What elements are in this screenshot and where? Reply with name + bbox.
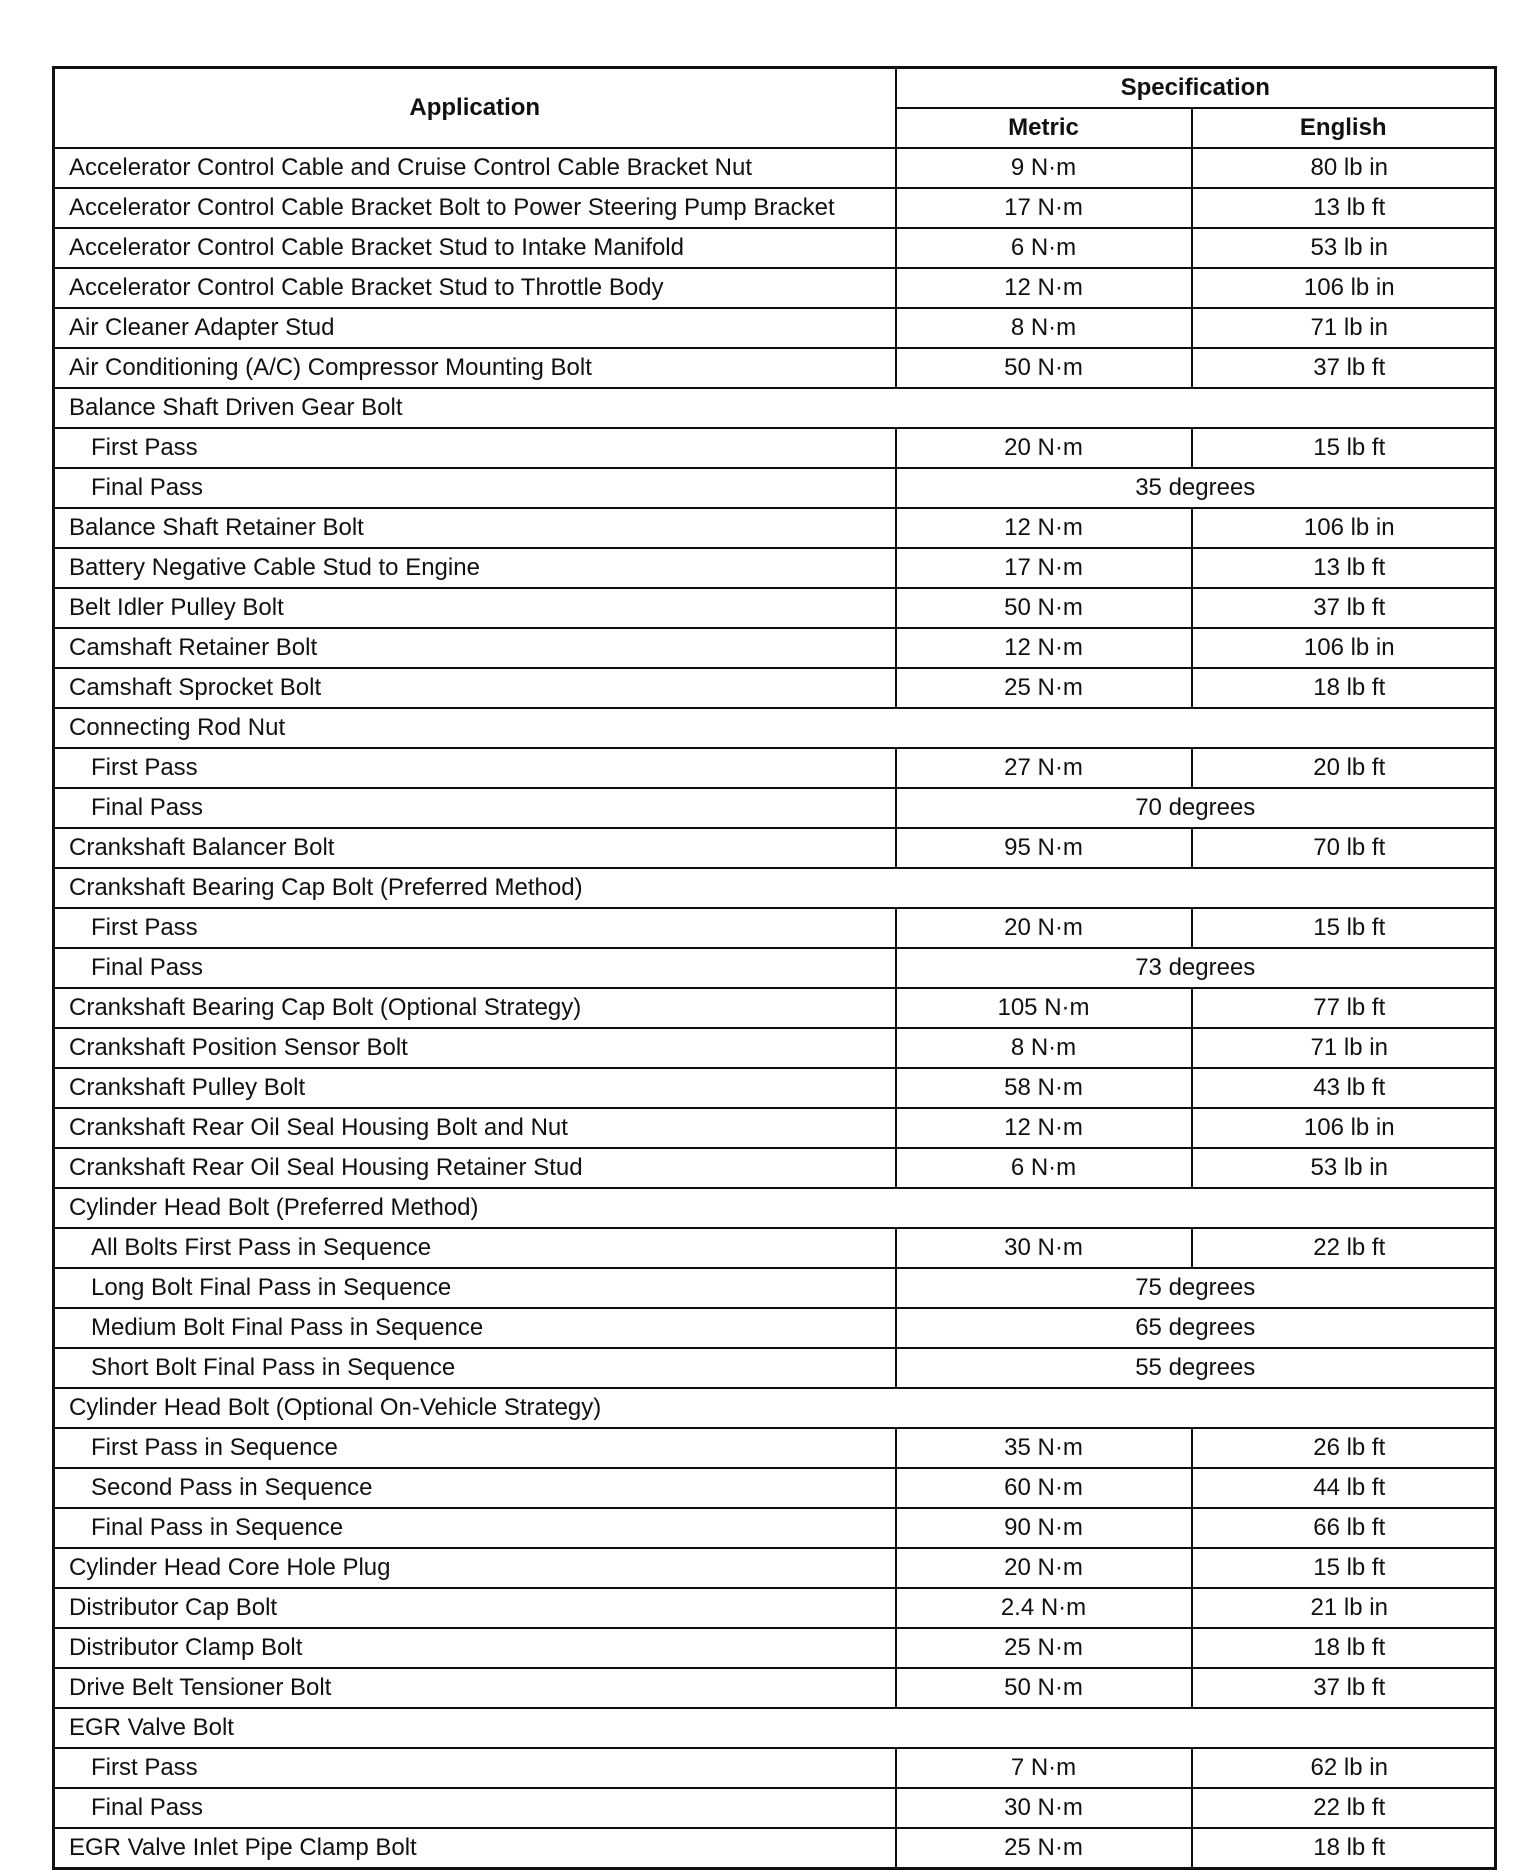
application-cell: Crankshaft Rear Oil Seal Housing Bolt and Nut: [54, 1108, 896, 1148]
metric-cell: 30 N·m: [896, 1228, 1192, 1268]
metric-cell: 58 N·m: [896, 1068, 1192, 1108]
application-cell: First Pass: [54, 748, 896, 788]
angle-spec-cell: 75 degrees: [896, 1268, 1496, 1308]
english-cell: 71 lb in: [1192, 1028, 1496, 1068]
group-row: [54, 1708, 1496, 1748]
application-cell: Cylinder Head Bolt (Optional On-Vehicle Strategy): [54, 1388, 1496, 1428]
english-cell: 21 lb in: [1192, 1588, 1496, 1628]
metric-cell: 90 N·m: [896, 1508, 1192, 1548]
english-cell: 15 lb ft: [1192, 428, 1496, 468]
table-row: [54, 148, 1496, 188]
table-row: [54, 508, 1496, 548]
angle-spec-cell: 70 degrees: [896, 788, 1496, 828]
english-cell: 18 lb ft: [1192, 1628, 1496, 1668]
table-row: [54, 1748, 1496, 1788]
application-cell: Battery Negative Cable Stud to Engine: [54, 548, 896, 588]
application-cell: Balance Shaft Retainer Bolt: [54, 508, 896, 548]
english-cell: 106 lb in: [1192, 1108, 1496, 1148]
english-cell: 53 lb in: [1192, 1148, 1496, 1188]
table-row: [54, 1068, 1496, 1108]
application-cell: Distributor Cap Bolt: [54, 1588, 896, 1628]
english-cell: 13 lb ft: [1192, 188, 1496, 228]
application-cell: Crankshaft Position Sensor Bolt: [54, 1028, 896, 1068]
table-row: [54, 1668, 1496, 1708]
table-row: [54, 1548, 1496, 1588]
angle-spec-cell: 35 degrees: [896, 468, 1496, 508]
angle-spec-cell: 65 degrees: [896, 1308, 1496, 1348]
table-row: [54, 468, 1496, 508]
english-cell: 53 lb in: [1192, 228, 1496, 268]
metric-cell: 12 N·m: [896, 508, 1192, 548]
application-cell: Cylinder Head Core Hole Plug: [54, 1548, 896, 1588]
english-cell: 77 lb ft: [1192, 988, 1496, 1028]
metric-cell: 6 N·m: [896, 228, 1192, 268]
application-cell: Crankshaft Balancer Bolt: [54, 828, 896, 868]
table-row: [54, 748, 1496, 788]
group-row: [54, 388, 1496, 428]
table-row: [54, 428, 1496, 468]
table-row: [54, 1588, 1496, 1628]
metric-cell: 17 N·m: [896, 548, 1192, 588]
metric-cell: 20 N·m: [896, 1548, 1192, 1588]
table-row: [54, 1788, 1496, 1828]
table-row: [54, 1628, 1496, 1668]
application-cell: Distributor Clamp Bolt: [54, 1628, 896, 1668]
application-cell: Camshaft Sprocket Bolt: [54, 668, 896, 708]
english-cell: 22 lb ft: [1192, 1228, 1496, 1268]
application-cell: Second Pass in Sequence: [54, 1468, 896, 1508]
table-row: [54, 1348, 1496, 1388]
metric-cell: 17 N·m: [896, 188, 1192, 228]
english-cell: 18 lb ft: [1192, 668, 1496, 708]
application-cell: Long Bolt Final Pass in Sequence: [54, 1268, 896, 1308]
metric-cell: 50 N·m: [896, 348, 1192, 388]
application-cell: Medium Bolt Final Pass in Sequence: [54, 1308, 896, 1348]
metric-cell: 105 N·m: [896, 988, 1192, 1028]
table-row: [54, 188, 1496, 228]
application-cell: Crankshaft Rear Oil Seal Housing Retainer Stud: [54, 1148, 896, 1188]
english-cell: 80 lb in: [1192, 148, 1496, 188]
application-column-header: Application: [54, 68, 896, 149]
metric-cell: 35 N·m: [896, 1428, 1192, 1468]
table-row: [54, 1828, 1496, 1869]
table-row: [54, 308, 1496, 348]
metric-cell: 12 N·m: [896, 268, 1192, 308]
english-cell: 106 lb in: [1192, 628, 1496, 668]
table-row: [54, 268, 1496, 308]
metric-cell: 2.4 N·m: [896, 1588, 1192, 1628]
table-row: [54, 1108, 1496, 1148]
group-row: [54, 1388, 1496, 1428]
group-row: [54, 1188, 1496, 1228]
application-cell: Short Bolt Final Pass in Sequence: [54, 1348, 896, 1388]
table-row: [54, 1228, 1496, 1268]
english-cell: 71 lb in: [1192, 308, 1496, 348]
application-cell: Final Pass: [54, 1788, 896, 1828]
english-cell: 20 lb ft: [1192, 748, 1496, 788]
angle-spec-cell: 55 degrees: [896, 1348, 1496, 1388]
metric-cell: 20 N·m: [896, 908, 1192, 948]
application-cell: Air Conditioning (A/C) Compressor Mounting Bolt: [54, 348, 896, 388]
english-cell: 43 lb ft: [1192, 1068, 1496, 1108]
english-cell: 22 lb ft: [1192, 1788, 1496, 1828]
metric-cell: 95 N·m: [896, 828, 1192, 868]
table-row: [54, 548, 1496, 588]
english-cell: 37 lb ft: [1192, 588, 1496, 628]
english-cell: 66 lb ft: [1192, 1508, 1496, 1548]
table-row: [54, 1268, 1496, 1308]
specification-column-header: Specification: [896, 68, 1496, 109]
application-cell: Cylinder Head Bolt (Preferred Method): [54, 1188, 1496, 1228]
english-cell: 26 lb ft: [1192, 1428, 1496, 1468]
table-row: [54, 988, 1496, 1028]
table-row: [54, 908, 1496, 948]
table-row: [54, 1468, 1496, 1508]
application-cell: Accelerator Control Cable and Cruise Control Cable Bracket Nut: [54, 148, 896, 188]
table-row: [54, 1428, 1496, 1468]
application-cell: Crankshaft Bearing Cap Bolt (Preferred Method): [54, 868, 1496, 908]
application-cell: Connecting Rod Nut: [54, 708, 1496, 748]
english-cell: 37 lb ft: [1192, 348, 1496, 388]
metric-cell: 9 N·m: [896, 148, 1192, 188]
table-row: [54, 628, 1496, 668]
metric-cell: 25 N·m: [896, 1628, 1192, 1668]
application-cell: Final Pass: [54, 788, 896, 828]
table-row: [54, 348, 1496, 388]
table-row: [54, 788, 1496, 828]
metric-cell: 60 N·m: [896, 1468, 1192, 1508]
metric-column-header: Metric: [896, 108, 1192, 148]
english-cell: 106 lb in: [1192, 508, 1496, 548]
table-row: [54, 1028, 1496, 1068]
application-cell: Air Cleaner Adapter Stud: [54, 308, 896, 348]
metric-cell: 12 N·m: [896, 628, 1192, 668]
group-row: [54, 868, 1496, 908]
application-cell: First Pass: [54, 908, 896, 948]
application-cell: Accelerator Control Cable Bracket Stud to Throttle Body: [54, 268, 896, 308]
metric-cell: 50 N·m: [896, 1668, 1192, 1708]
metric-cell: 7 N·m: [896, 1748, 1192, 1788]
table-row: [54, 828, 1496, 868]
metric-cell: 50 N·m: [896, 588, 1192, 628]
application-cell: First Pass: [54, 428, 896, 468]
table-row: [54, 1308, 1496, 1348]
table-row: [54, 948, 1496, 988]
metric-cell: 25 N·m: [896, 668, 1192, 708]
table-row: [54, 1508, 1496, 1548]
table-body: [54, 148, 1496, 1869]
english-cell: 15 lb ft: [1192, 1548, 1496, 1588]
metric-cell: 8 N·m: [896, 1028, 1192, 1068]
header-row-top: [54, 68, 1496, 109]
application-cell: First Pass: [54, 1748, 896, 1788]
group-row: [54, 708, 1496, 748]
application-cell: Crankshaft Pulley Bolt: [54, 1068, 896, 1108]
application-cell: EGR Valve Bolt: [54, 1708, 1496, 1748]
english-cell: 15 lb ft: [1192, 908, 1496, 948]
table-row: [54, 228, 1496, 268]
application-cell: Belt Idler Pulley Bolt: [54, 588, 896, 628]
english-cell: 70 lb ft: [1192, 828, 1496, 868]
application-cell: Drive Belt Tensioner Bolt: [54, 1668, 896, 1708]
metric-cell: 20 N·m: [896, 428, 1192, 468]
english-cell: 44 lb ft: [1192, 1468, 1496, 1508]
metric-cell: 8 N·m: [896, 308, 1192, 348]
metric-cell: 30 N·m: [896, 1788, 1192, 1828]
table-header: [54, 68, 1496, 149]
application-cell: Balance Shaft Driven Gear Bolt: [54, 388, 1496, 428]
english-cell: 18 lb ft: [1192, 1828, 1496, 1869]
table-row: [54, 668, 1496, 708]
application-cell: Accelerator Control Cable Bracket Stud to Intake Manifold: [54, 228, 896, 268]
application-cell: Final Pass in Sequence: [54, 1508, 896, 1548]
application-cell: All Bolts First Pass in Sequence: [54, 1228, 896, 1268]
metric-cell: 25 N·m: [896, 1828, 1192, 1869]
english-cell: 62 lb in: [1192, 1748, 1496, 1788]
english-cell: 37 lb ft: [1192, 1668, 1496, 1708]
table-row: [54, 588, 1496, 628]
english-cell: 13 lb ft: [1192, 548, 1496, 588]
application-cell: Final Pass: [54, 468, 896, 508]
metric-cell: 27 N·m: [896, 748, 1192, 788]
angle-spec-cell: 73 degrees: [896, 948, 1496, 988]
metric-cell: 6 N·m: [896, 1148, 1192, 1188]
english-column-header: English: [1192, 108, 1496, 148]
application-cell: Crankshaft Bearing Cap Bolt (Optional Strategy): [54, 988, 896, 1028]
metric-cell: 12 N·m: [896, 1108, 1192, 1148]
english-cell: 106 lb in: [1192, 268, 1496, 308]
torque-spec-table: [52, 66, 1497, 1870]
table-row: [54, 1148, 1496, 1188]
application-cell: First Pass in Sequence: [54, 1428, 896, 1468]
application-cell: EGR Valve Inlet Pipe Clamp Bolt: [54, 1828, 896, 1869]
application-cell: Final Pass: [54, 948, 896, 988]
application-cell: Camshaft Retainer Bolt: [54, 628, 896, 668]
application-cell: Accelerator Control Cable Bracket Bolt to Power Steering Pump Bracket: [54, 188, 896, 228]
